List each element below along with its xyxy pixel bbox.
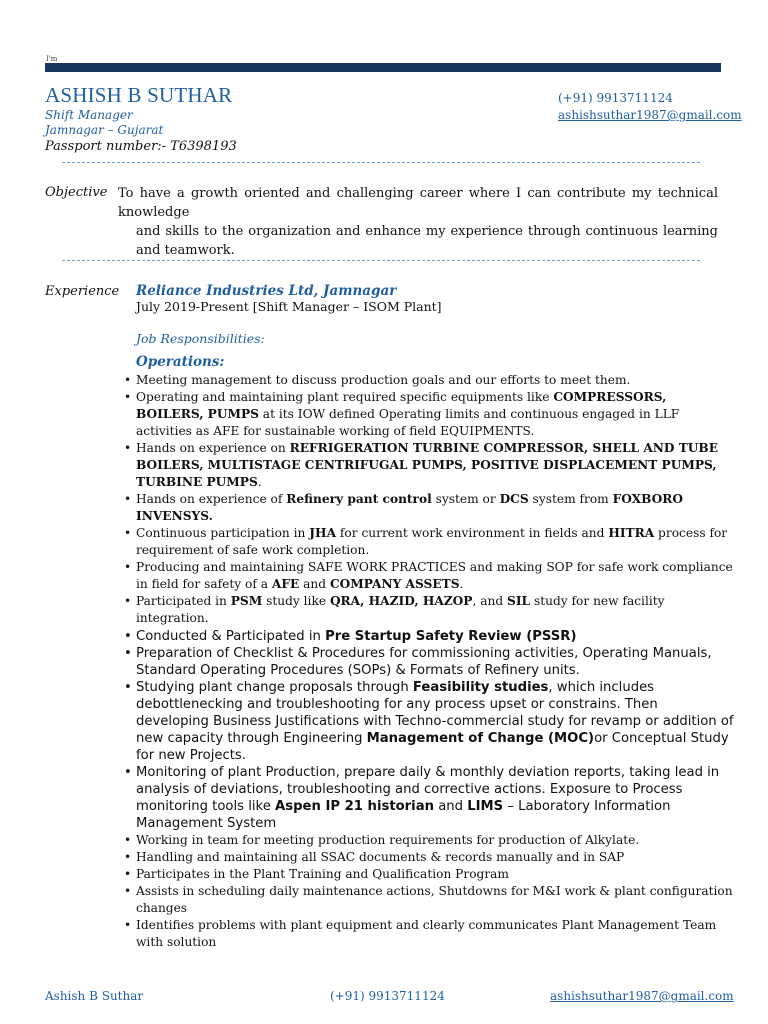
company-name: Reliance Industries Ltd, Jamnagar	[136, 283, 397, 299]
responsibility-text: study for new facility integration.	[136, 594, 665, 625]
responsibility-text: system or	[431, 492, 500, 506]
responsibility-text: , and	[472, 594, 508, 608]
responsibility-text: and	[299, 577, 330, 591]
responsibility-item	[120, 883, 734, 917]
responsibility-text: process for requirement of safe work completion.	[136, 526, 728, 557]
candidate-name: ASHISH B SUTHAR	[45, 83, 233, 107]
responsibility-text: Operating and maintaining plant required specific equipments like	[136, 390, 554, 404]
footer-phone: (+91) 9913711124	[330, 989, 445, 1003]
responsibility-bold-text: PSM	[230, 594, 263, 608]
divider	[62, 260, 700, 261]
experience-label: Experience	[45, 284, 120, 299]
responsibility-item	[120, 679, 734, 764]
responsibility-text: Preparation of Checklist & Procedures for commissioning activities, Operating Manuals, Standard Operating Procedures (SOPs) & Formats of Refinery units.	[136, 646, 712, 678]
responsibility-bold-text: Aspen IP 21 historian	[275, 799, 434, 814]
responsibility-text: Hands on experience on	[136, 441, 290, 455]
responsibility-text: Monitoring of plant Production, prepare daily & monthly deviation reports, taking lead in analysis of deviations, troubleshooting and corrective actions. Exposure to Process monitoring tools like	[136, 765, 720, 814]
responsibility-bold-text: REFRIGERATION TURBINE COMPRESSOR, SHELL AND TUBE BOILERS, MULTISTAGE CENTRIFUGAL PUMPS, POSITIVE DISPLACEMENT PUMPS, TURBINE PUMPS	[136, 441, 719, 489]
job-title: Shift Manager	[45, 108, 133, 122]
responsibility-text: – Laboratory Information Management System	[136, 799, 671, 831]
objective-text-first: To have a growth oriented and challenging career where I can contribute my technical knowledge	[118, 186, 718, 220]
header-bar	[45, 63, 721, 72]
responsibility-text: at its IOW defined Operating limits and continuous engaged in LLF activities as AFE for sustainable working of field EQUIPMENTS.	[136, 407, 680, 438]
footer-email-link[interactable]: ashishsuthar1987@gmail.com	[550, 989, 734, 1003]
responsibilities-list	[120, 372, 734, 951]
responsibility-bold-text: JHA	[309, 526, 337, 540]
responsibility-item	[120, 764, 734, 832]
responsibility-text: Producing and maintaining SAFE WORK PRACTICES and making SOP for safe work compliance in field for safety of a	[136, 560, 733, 591]
responsibility-item	[120, 628, 734, 645]
responsibility-item	[120, 832, 734, 849]
responsibility-text: and	[434, 799, 468, 814]
responsibility-item	[120, 491, 734, 525]
responsibility-item	[120, 389, 734, 440]
responsibility-text: system from	[528, 492, 613, 506]
responsibility-bold-text: QRA, HAZID, HAZOP	[329, 594, 473, 608]
responsibility-text: Working in team for meeting production requirements for production of Alkylate.	[136, 833, 640, 847]
responsibility-item	[120, 866, 734, 883]
responsibility-bold-text: AFE	[271, 577, 300, 591]
divider	[62, 162, 700, 163]
responsibility-text: Conducted & Participated in	[136, 629, 326, 644]
responsibility-text: Meeting management to discuss production goals and our efforts to meet them.	[136, 373, 631, 387]
responsibility-bold-text: LIMS	[467, 799, 504, 814]
responsibility-bold-text: Management of Change (MOC)	[366, 731, 595, 746]
responsibility-text: Handling and maintaining all SSAC documents & records manually and in SAP	[136, 850, 625, 864]
responsibility-bold-text: HITRA	[608, 526, 655, 540]
operations-heading: Operations:	[136, 354, 225, 370]
responsibility-item	[120, 917, 734, 951]
responsibility-text: , which includes debottlenecking and troubleshooting for any process upset or constrains. Then developing Business Justifications with Techno-commercial study for revamp or addition of new capacity through Engineering	[136, 680, 734, 746]
responsibility-text: .	[459, 577, 464, 591]
passport-number: Passport number:- T6398193	[45, 139, 237, 154]
responsibility-bold-text: COMPRESSORS, BOILERS, PUMPS	[136, 390, 667, 421]
responsibility-text: Hands on experience of	[136, 492, 287, 506]
responsibility-bold-text: FOXBORO INVENSYS.	[136, 492, 684, 523]
location: Jamnagar – Gujarat	[45, 123, 164, 137]
objective-text	[118, 184, 718, 260]
objective-text-rest: and skills to the organization and enhance my experience through continuous learning and teamwork.	[136, 224, 718, 258]
responsibility-item	[120, 372, 734, 389]
responsibility-bold-text: Pre Startup Safety Review (PSSR)	[325, 629, 577, 644]
responsibility-item	[120, 559, 734, 593]
responsibility-bold-text: COMPANY ASSETS	[329, 577, 460, 591]
responsibility-bold-text: Refinery pant control	[286, 492, 432, 506]
job-period: July 2019-Present [Shift Manager – ISOM Plant]	[136, 299, 442, 314]
responsibility-bold-text: DCS	[499, 492, 529, 506]
responsibility-text: Continuous participation in	[136, 526, 310, 540]
responsibility-item	[120, 525, 734, 559]
responsibilities-heading: Job Responsibilities:	[136, 331, 265, 346]
responsibility-bold-text: SIL	[507, 594, 531, 608]
responsibility-text: Participates in the Plant Training and Qualification Program	[136, 867, 509, 881]
responsibility-text: Participated in	[136, 594, 231, 608]
responsibility-text: Assists in scheduling daily maintenance actions, Shutdowns for M&I work & plant configuration changes	[136, 884, 733, 915]
responsibility-item	[120, 593, 734, 627]
responsibility-text: for current work environment in fields and	[336, 526, 609, 540]
responsibility-text: or Conceptual Study for new Projects.	[136, 731, 729, 763]
responsibility-text: Studying plant change proposals through	[136, 680, 413, 695]
responsibility-text: Identifies problems with plant equipment and clearly communicates Plant Management Team with solution	[136, 918, 717, 949]
responsibility-item	[120, 440, 734, 491]
header-mark: I'm	[46, 55, 58, 63]
responsibility-item	[120, 645, 734, 679]
header-email-link[interactable]: ashishsuthar1987@gmail.com	[558, 108, 742, 122]
responsibility-item	[120, 849, 734, 866]
responsibility-text: .	[257, 475, 262, 489]
header-phone: (+91) 9913711124	[558, 91, 673, 105]
objective-label: Objective	[45, 185, 108, 200]
responsibility-bold-text: Feasibility studies	[412, 680, 549, 695]
footer-name: Ashish B Suthar	[45, 989, 144, 1003]
responsibility-text: study like	[262, 594, 330, 608]
